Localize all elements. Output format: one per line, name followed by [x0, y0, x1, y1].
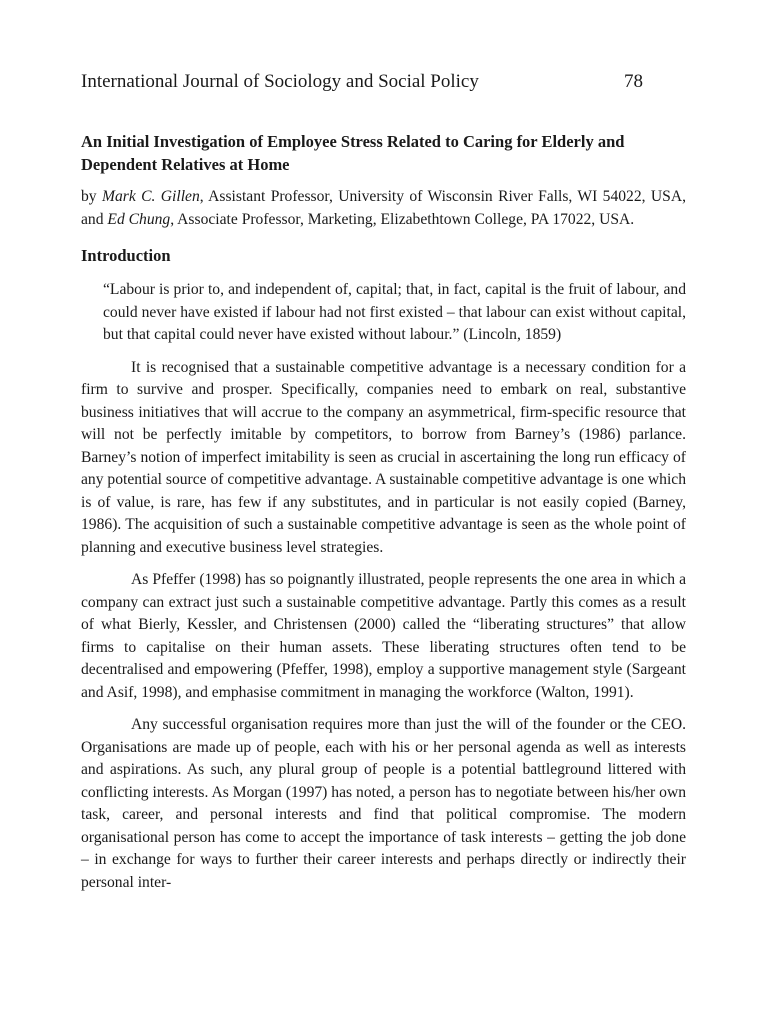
running-header: [81, 70, 686, 94]
author-name: Ed Chung: [107, 210, 171, 228]
body-paragraph: As Pfeffer (1998) has so poignantly illustrated, people represents the one area in which a company can extract just such a sustainable competitive advantage. Partly this comes as a result of what Bierly, Kessler, and Christensen (2000) called the “liberating structures” that allow firms to capitalise on their human assets. These liberating structures often tend to be decentralised and empowering (Pfeffer, 1998), employ a supportive management style (Sargeant and Asif, 1998), and emphasise commitment in managing the workforce (Walton, 1991).: [81, 571, 686, 701]
page-number: 78: [624, 71, 643, 92]
body-paragraph: Any successful organisation requires more than just the will of the founder or the CEO. Organisations are made up of people, each with his or her personal agenda as well as interests and aspirations. As such, any plural group of people is a potential battleground littered with conflicting interests. As Morgan (1997) has noted, a person has to negotiate between his/her own task, career, and personal interests and find that political compromise. The modern organisational person has come to accept the importance of task interests – getting the job done – in exchange for ways to further their career interests and perhaps directly or indirectly their personal inter-: [81, 716, 686, 891]
epigraph-quote: “Labour is prior to, and independent of, capital; that, in fact, capital is the fruit of labour, and could never have existed if labour had not first existed – that labour can exist without capital, but that capital could never have existed without labour.” (Lincoln, 1859): [103, 281, 686, 343]
journal-name: International Journal of Sociology and Social Policy: [81, 71, 479, 92]
body-paragraph: It is recognised that a sustainable competitive advantage is a necessary condition for a firm to survive and prosper. Specifically, companies need to embark on real, substantive business initiatives that will accrue to the company an asymmetrical, firm-specific resource that will not be perfectly imitable by competitors, to borrow from Barney’s (1986) parlance. Barney’s notion of imperfect imitability is seen as crucial in ascertaining the long run efficacy of any potential source of competitive advantage. A sustainable competitive advantage is one which is of value, is rare, has few if any substitutes, and in particular is not easily copied (Barney, 1986). The acquisition of such a sustainable competitive advantage is seen as the whole point of planning and executive business level strategies.: [81, 358, 686, 556]
author-name: Mark C. Gillen: [101, 188, 200, 205]
journal-page: [81, 70, 686, 894]
author-affiliation: , Associate Professor, Marketing, Elizabethtown College, PA 17022, USA.: [170, 210, 635, 228]
byline-prefix: by: [81, 188, 102, 205]
author-affiliation: , Assistant Professor, University of Wisconsin River Falls, WI 54022, USA, and: [81, 188, 686, 228]
section-heading: Introduction: [81, 246, 171, 265]
byline: [81, 186, 686, 231]
article-title: An Initial Investigation of Employee Stress Related to Caring for Elderly and Dependent Relatives at Home: [81, 132, 625, 174]
